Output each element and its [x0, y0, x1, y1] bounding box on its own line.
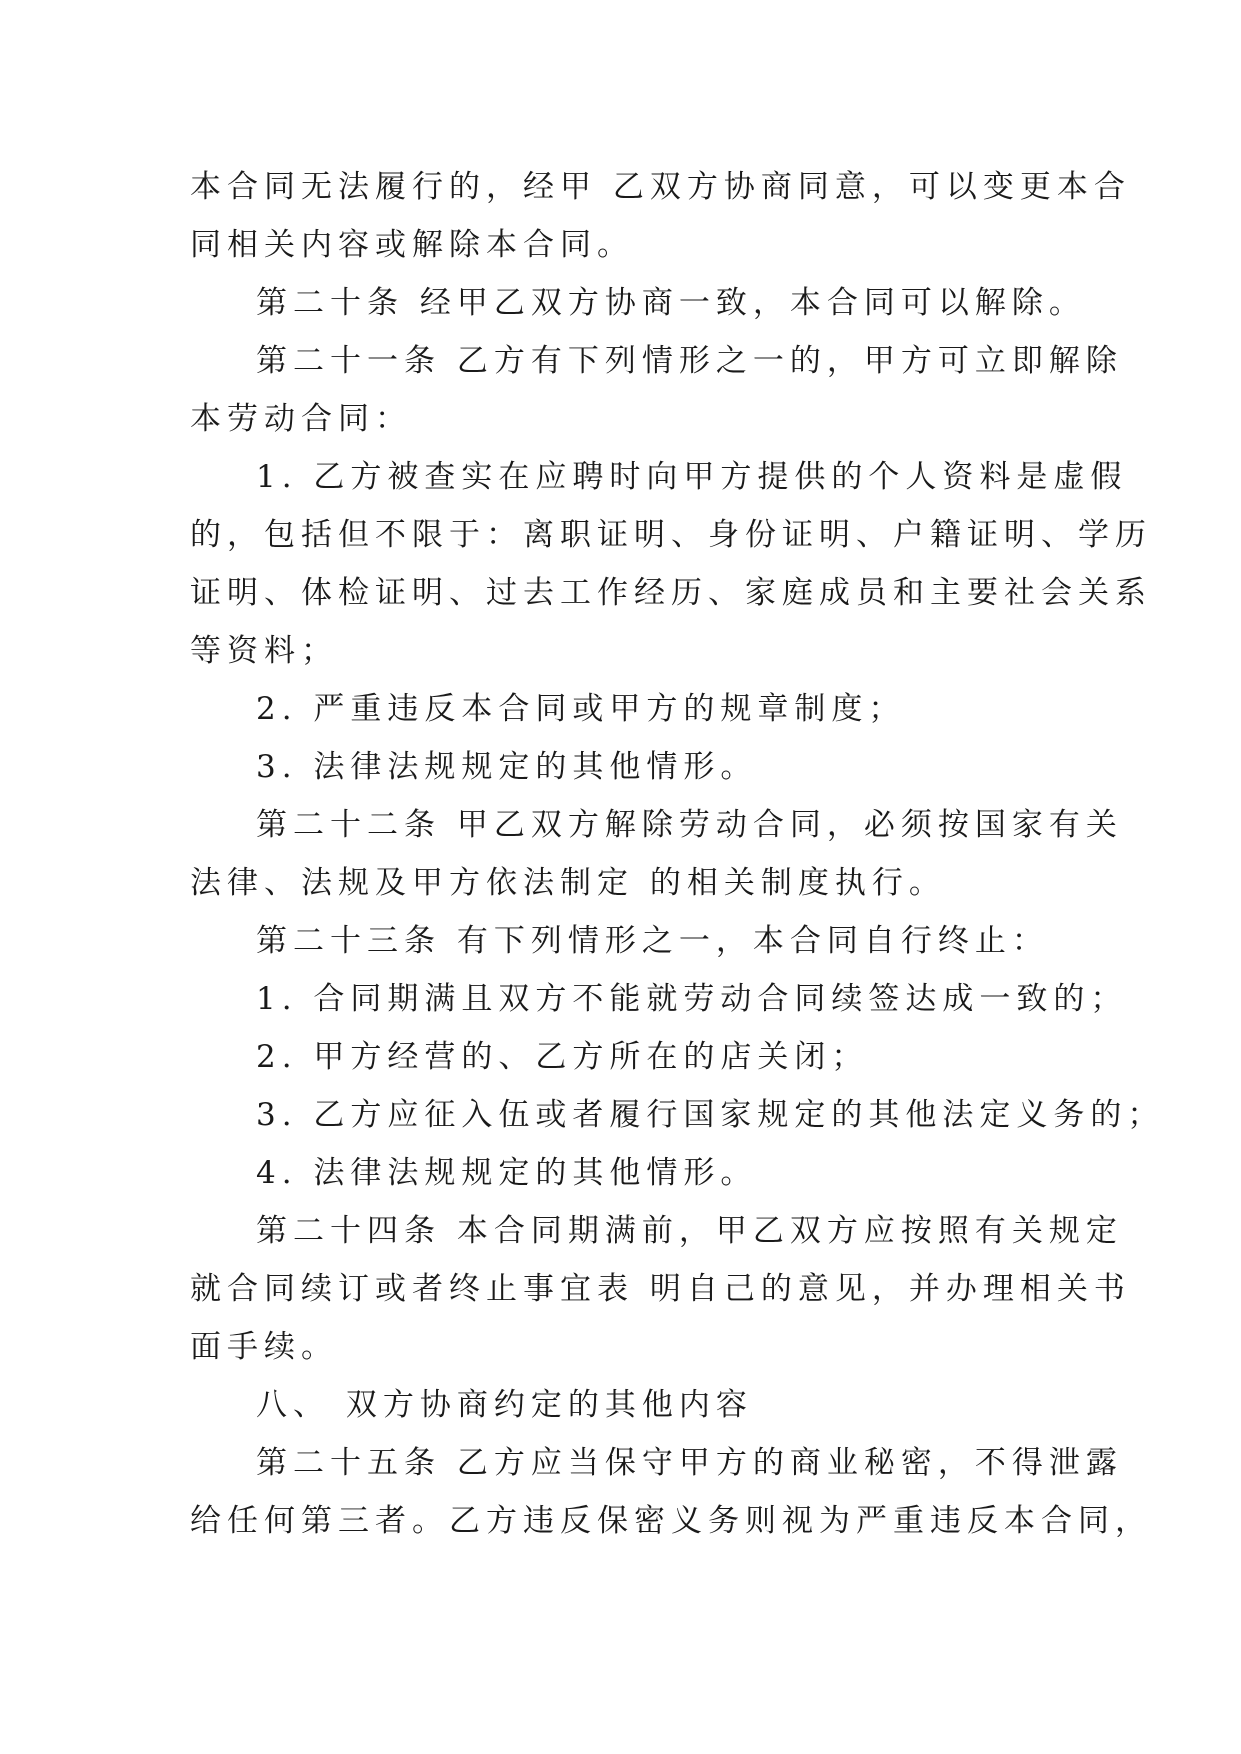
- text-line: 本劳动合同：: [190, 401, 412, 437]
- section-heading: 八、 双方协商约定的其他内容: [256, 1387, 753, 1423]
- article-23: 第二十三条 有下列情形之一，本合同自行终止：: [256, 923, 1049, 959]
- text-line: 的，包括但不限于：离职证明、身份证明、户籍证明、学历: [190, 517, 1152, 553]
- list-item: 3. 法律法规规定的其他情形。: [256, 749, 758, 785]
- list-item: 2. 严重违反本合同或甲方的规章制度；: [256, 691, 906, 727]
- text-line: 面手续。: [190, 1329, 338, 1365]
- list-item: 1. 合同期满且双方不能就劳动合同续签达成一致的；: [256, 981, 1128, 1017]
- text-line: 法律、法规及甲方依法制定 的相关制度执行。: [190, 865, 946, 901]
- article-24: 第二十四条 本合同期满前，甲乙双方应按照有关规定: [256, 1213, 1123, 1249]
- text-line: 证明、体检证明、过去工作经历、家庭成员和主要社会关系: [190, 575, 1152, 611]
- text-line: 就合同续订或者终止事宜表 明自己的意见，并办理相关书: [190, 1271, 1131, 1307]
- list-item: 1. 乙方被查实在应聘时向甲方提供的个人资料是虚假: [256, 459, 1128, 495]
- text-line: 本合同无法履行的，经甲 乙双方协商同意，可以变更本合: [190, 169, 1131, 205]
- article-20: 第二十条 经甲乙双方协商一致，本合同可以解除。: [256, 285, 1086, 321]
- text-line: 等资料；: [190, 633, 338, 669]
- list-item: 2. 甲方经营的、乙方所在的店关闭；: [256, 1039, 869, 1075]
- text-line: 同相关内容或解除本合同。: [190, 227, 634, 263]
- list-item: 4. 法律法规规定的其他情形。: [256, 1155, 758, 1191]
- document-body: [190, 158, 1165, 1550]
- article-22: 第二十二条 甲乙双方解除劳动合同，必须按国家有关: [256, 807, 1123, 843]
- article-25: 第二十五条 乙方应当保守甲方的商业秘密，不得泄露: [256, 1445, 1123, 1481]
- text-line: 给任何第三者。乙方违反保密义务则视为严重违反本合同，: [190, 1503, 1152, 1539]
- article-21: 第二十一条 乙方有下列情形之一的，甲方可立即解除: [256, 343, 1123, 379]
- list-item: 3. 乙方应征入伍或者履行国家规定的其他法定义务的；: [256, 1097, 1165, 1133]
